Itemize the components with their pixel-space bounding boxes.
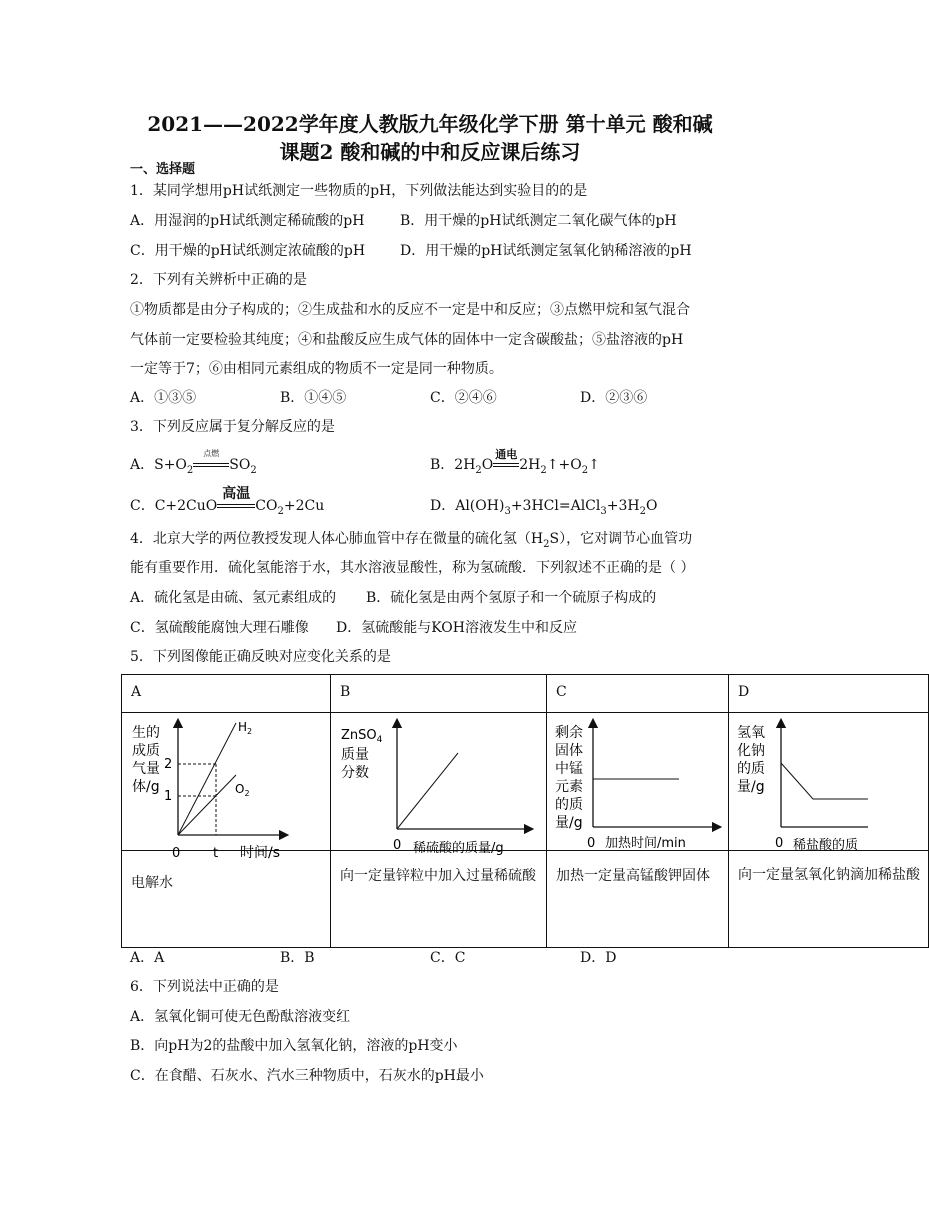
graph-a-ylabel-4: 体/g xyxy=(132,779,160,795)
q3-b-reactant: B．2H xyxy=(430,457,476,473)
q5-graph-cell-c xyxy=(547,713,729,851)
graph-c-ylabel-2: 固体 xyxy=(555,743,583,759)
q4-text-2: 能有重要作用．硫化氢能溶于水，其水溶液显酸性，称为氢硫酸．下列叙述不正确的是（ ） xyxy=(130,560,695,576)
q5-header-row xyxy=(122,675,929,713)
q4-text-1 xyxy=(130,529,692,555)
graph-c-ylabel-3: 中锰 xyxy=(555,761,583,777)
q3-d-part-1: D．Al(OH) xyxy=(430,498,505,514)
q5-option-b: B．B xyxy=(280,950,315,966)
q3-b-product-1-sub: 2 xyxy=(540,464,547,476)
q3-d-sub-1: 3 xyxy=(504,505,511,517)
q5-header-c: C xyxy=(547,675,729,713)
graph-a-o2-label: $O_2$ xyxy=(235,782,250,798)
q4-option-c: C．氢硫酸能腐蚀大理石雕像 xyxy=(130,620,309,636)
q3-a-condition-text: 点燃 xyxy=(203,449,220,458)
q5-graph-cell-d xyxy=(729,713,929,851)
q3-d-part-4: O xyxy=(645,498,658,514)
q5-desc-row xyxy=(122,851,929,948)
graph-a-ylabel-3: 气量 xyxy=(132,761,160,777)
q2-option-d: D．②③⑥ xyxy=(580,390,648,406)
q3-b-condition xyxy=(493,448,519,475)
graph-a-tick-1: 1 xyxy=(164,789,173,804)
q4-text-1b: S），它对调节心血管功 xyxy=(549,531,693,547)
q3-b-sub: 2 xyxy=(475,464,482,476)
q5-option-d: D．D xyxy=(580,950,617,966)
q5-desc-c: 加热一定量高锰酸钾固体 xyxy=(547,851,729,948)
graph-d-ylabel-1: 氢氧 xyxy=(737,725,765,741)
q3-stem: 3．下列反应属于复分解反应的是 xyxy=(130,419,335,435)
q5-graph-cell-a xyxy=(122,713,331,861)
q3-a-reactants: A．S+O xyxy=(130,457,187,473)
q3-c-condition-text: 高温 xyxy=(222,486,251,502)
graph-a-h2-line xyxy=(178,723,236,835)
q1-option-b: B．用干燥的pH试纸测定二氧化碳气体的pH xyxy=(400,213,677,229)
q4-option-a: A．硫化氢是由硫、氢元素组成的 xyxy=(130,590,337,606)
graph-a-origin: 0 xyxy=(172,846,181,861)
q3-c-product-1-sub: 2 xyxy=(277,505,284,517)
graph-c-ylabel-1: 剩余 xyxy=(555,725,583,741)
q3-c-condition xyxy=(217,486,255,516)
q3-c-reactants: C．C+2CuO xyxy=(130,498,218,514)
section-heading: 一、选择题 xyxy=(130,162,196,177)
q3-b-product-1: 2H xyxy=(519,457,541,473)
graph-d-line xyxy=(781,763,868,799)
q5-option-c: C．C xyxy=(430,950,466,966)
q2-option-c: C．②④⑥ xyxy=(430,390,497,406)
q3-d-sub-2: 3 xyxy=(600,505,607,517)
q3-b-product-2-sub: 2 xyxy=(581,464,589,476)
q6-stem: 6．下列说法中正确的是 xyxy=(130,979,279,995)
graph-b-ylabel-2: 分数 xyxy=(341,765,369,781)
graph-d-origin: 0 xyxy=(775,836,784,851)
graph-b-zinc xyxy=(331,713,546,856)
q5-desc-d: 向一定量氢氧化钠滴加稀盐酸 xyxy=(729,851,929,948)
q5-header-b: B xyxy=(331,675,547,713)
q2-stem: 2．下列有关辨析中正确的是 xyxy=(130,272,307,288)
title-line-1: 2021——2022学年度人教版九年级化学下册 第十单元 酸和碱 xyxy=(147,112,713,136)
q1-option-c: C．用干燥的pH试纸测定浓硫酸的pH xyxy=(130,243,366,259)
graph-b-ylabel-formula: ZnSO$_4$ xyxy=(341,728,383,745)
graph-b-xlabel: 稀硫酸的质量/g xyxy=(413,841,504,856)
graph-a-tick-t: t xyxy=(213,846,219,861)
q3-a-sub: 2 xyxy=(186,464,194,476)
graph-d-ylabel-4: 量/g xyxy=(737,779,765,795)
q3-b-condition-text: 通电 xyxy=(495,448,518,461)
q4-option-d: D．氢硫酸能与KOH溶液发生中和反应 xyxy=(336,620,577,636)
q5-desc-a: 电解水 xyxy=(122,851,331,948)
q5-option-a: A．A xyxy=(130,950,165,966)
q5-header-d: D xyxy=(729,675,929,713)
q4-text-1a: 4．北京大学的两位教授发现人体心肺血管中存在微量的硫化氢（H xyxy=(130,531,544,547)
q5-stem: 5．下列图像能正确反映对应变化关系的是 xyxy=(130,649,391,665)
graph-a-ylabel-2: 成质 xyxy=(132,743,160,759)
title-line-2: 课题2 酸和碱的中和反应课后练习 xyxy=(279,140,581,164)
q2-option-b: B．①④⑤ xyxy=(280,390,347,406)
q3-option-c xyxy=(130,486,325,522)
graph-c-ylabel-6: 量/g xyxy=(555,815,583,831)
equals-sign xyxy=(217,504,255,508)
q5-table xyxy=(121,674,929,948)
q5-graph-row xyxy=(122,713,929,851)
graph-d-sodium-hydroxide xyxy=(729,713,868,853)
q2-text-3: 一定等于7；⑥由相同元素组成的物质不一定是同一种物质。 xyxy=(130,361,503,377)
graph-b-origin: 0 xyxy=(393,838,402,853)
graph-a-xlabel: 时间/s xyxy=(240,845,281,861)
graph-c-permanganate xyxy=(547,713,728,851)
q3-b-reactant-o: O xyxy=(481,457,494,473)
q3-a-product-sub: 2 xyxy=(250,464,257,476)
q4-text-1-sub: 2 xyxy=(543,538,550,550)
q1-stem: 1．某同学想用pH试纸测定一些物质的pH，下列做法能达到实验目的的是 xyxy=(130,183,588,199)
graph-a-electrolysis xyxy=(122,713,330,861)
q4-option-b: B．硫化氢是由两个氢原子和一个硫原子构成的 xyxy=(366,590,657,606)
q3-c-product-2: +2Cu xyxy=(283,498,325,514)
q5-desc-b: 向一定量锌粒中加入过量稀硫酸 xyxy=(331,851,547,948)
graph-a-ylabel-1: 生的 xyxy=(132,725,160,741)
q3-b-product-2: ↑+O xyxy=(546,457,582,473)
q3-option-d xyxy=(430,496,657,522)
q5-header-a: A xyxy=(122,675,331,713)
graph-c-origin: 0 xyxy=(587,836,596,851)
q3-d-part-2: +3HCl=AlCl xyxy=(510,498,601,514)
q3-b-gas-arrow: ↑ xyxy=(588,457,600,473)
q3-option-b xyxy=(430,448,600,481)
graph-b-ylabel-1: 质量 xyxy=(341,747,369,763)
q2-option-a: A．①③⑤ xyxy=(130,390,197,406)
q3-option-a xyxy=(130,449,257,481)
graph-d-xlabel: 稀盐酸的质 xyxy=(793,838,859,853)
q2-text-1: ①物质都是由分子构成的；②生成盐和水的反应不一定是中和反应；③点燃甲烷和氢气混合 xyxy=(130,302,690,318)
graph-d-ylabel-3: 的质 xyxy=(737,761,765,777)
q2-text-2: 气体前一定要检验其纯度；④和盐酸反应生成气体的固体中一定含碳酸盐；⑤盐溶液的pH xyxy=(130,332,684,348)
q6-option-a: A．氢氧化铜可使无色酚酞溶液变红 xyxy=(130,1009,351,1025)
graph-c-xlabel: 加热时间/min xyxy=(605,836,686,851)
graph-a-tick-2: 2 xyxy=(164,757,173,772)
q6-option-b: B．向pH为2的盐酸中加入氢氧化钠，溶液的pH变小 xyxy=(130,1038,458,1054)
graph-b-line xyxy=(397,753,458,829)
q5-graph-cell-b xyxy=(331,713,547,856)
graph-a-h2-label: $H_2$ xyxy=(238,720,253,736)
q6-option-c: C．在食醋、石灰水、汽水三种物质中，石灰水的pH最小 xyxy=(130,1068,484,1084)
q3-c-product-1: CO xyxy=(255,498,278,514)
graph-d-ylabel-2: 化钠 xyxy=(737,743,765,759)
q3-d-sub-3: 2 xyxy=(639,505,646,517)
q3-a-product: SO xyxy=(229,457,251,473)
q1-option-a: A．用湿润的pH试纸测定稀硫酸的pH xyxy=(130,213,365,229)
q3-d-part-3: +3H xyxy=(606,498,640,514)
graph-a-o2-line xyxy=(178,775,236,835)
q3-a-condition xyxy=(193,449,229,475)
graph-c-ylabel-4: 元素 xyxy=(555,779,583,795)
q1-option-d: D．用干燥的pH试纸测定氢氧化钠稀溶液的pH xyxy=(400,243,692,259)
graph-c-ylabel-5: 的质 xyxy=(555,797,583,813)
